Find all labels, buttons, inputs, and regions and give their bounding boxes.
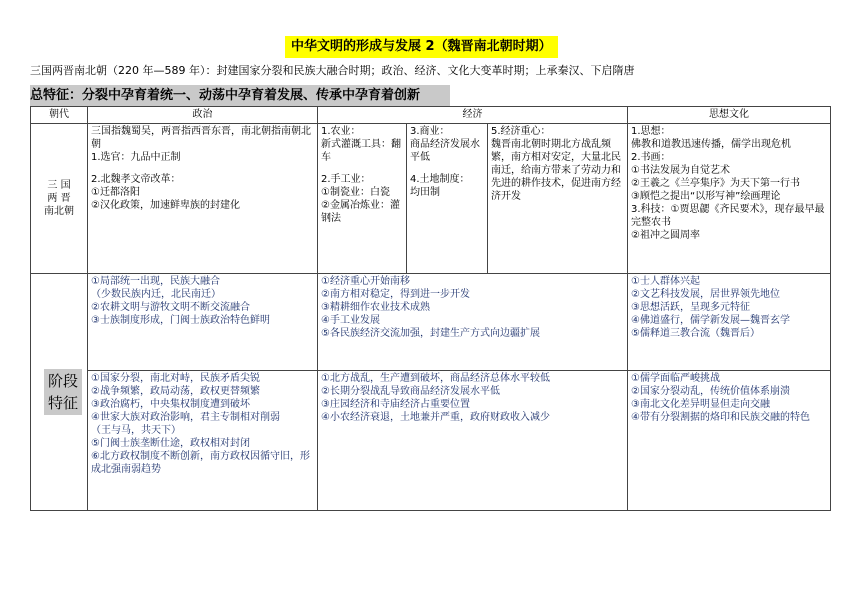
- list-item: ①国家分裂，南北对峙，民族矛盾尖锐: [91, 373, 260, 384]
- era-line: 三 国: [47, 180, 71, 191]
- list-item: ⑤各民族经济交流加强，封建生产方式向边疆扩展: [321, 328, 540, 339]
- list-item: ④世家大族对政治影响，君主专制相对削弱: [91, 412, 280, 423]
- list-item: 1.农业：: [321, 126, 361, 137]
- list-item: ②战争频繁，政局动荡，政权更替频繁: [91, 386, 260, 397]
- list-item: ⑥北方政权制度不断创新，南方政权因循守旧，形成北强南弱趋势: [91, 451, 310, 475]
- list-item: ④手工业发展: [321, 315, 380, 326]
- stage-positive-row: [31, 274, 831, 371]
- header-era: 朝代: [31, 107, 88, 124]
- list-item: ④佛道盛行，儒学新发展—魏晋玄学: [631, 315, 790, 326]
- list-item: 2.手工业：: [321, 174, 371, 185]
- summary-text: 总特征：分裂中孕育着统一、动荡中孕育着发展、传承中孕育着创新: [30, 88, 421, 103]
- stage-positive-economy: [318, 274, 628, 371]
- subtitle: 三国两晋南北朝（220 年—589 年）：封建国家分裂和民族大融合时期；政治、经济、文化大变革时期；上承秦汉、下启隋唐: [30, 64, 635, 77]
- list-item: 3.商业：: [410, 126, 450, 137]
- list-item: ①迁都洛阳: [91, 187, 140, 198]
- list-item: ②汉化政策，加速鲜卑族的封建化: [91, 200, 240, 211]
- list-item: ①书法发展为自觉艺术: [631, 165, 730, 176]
- list-item: （王与马，共天下）: [91, 425, 181, 436]
- page-title: 中华文明的形成与发展 2（魏晋南北朝时期）: [285, 36, 558, 58]
- header-economy: 经济: [318, 107, 628, 124]
- list-item: 2.北魏孝文帝改革：: [91, 174, 181, 185]
- list-item: ①士人群体兴起: [631, 276, 700, 287]
- list-item: ②文艺科技发展，居世界领先地位: [631, 289, 780, 300]
- spacer: [410, 164, 484, 173]
- list-item: ④带有分裂割据的烙印和民族交融的特色: [631, 412, 810, 423]
- era-row: [31, 124, 831, 274]
- list-item: ③庄园经济和寺庙经济占重要位置: [321, 399, 470, 410]
- list-item: ①制瓷业：白瓷: [321, 187, 390, 198]
- list-item: ③士族制度形成，门阀士族政治特色鲜明: [91, 315, 270, 326]
- economy-cell-b: [407, 124, 488, 274]
- list-item: ③顾恺之提出“以形写神”绘画理论: [631, 191, 781, 202]
- list-item: ①北方战乱，生产遭到破坏，商品经济总体水平较低: [321, 373, 550, 384]
- list-item: ②农耕文明与游牧文明不断交流融合: [91, 302, 250, 313]
- culture-cell: [628, 124, 831, 274]
- stage-negative-economy: [318, 371, 628, 511]
- list-item: 三国指魏蜀吴，两晋指西晋东晋，南北朝指南朝北朝: [91, 126, 311, 150]
- list-item: 新式灌溉工具：翻车: [321, 139, 401, 163]
- politics-cell: [88, 124, 318, 274]
- list-item: 1.思想：: [631, 126, 671, 137]
- list-item: ③精耕细作农业技术成熟: [321, 302, 430, 313]
- stage-cell: [31, 274, 88, 511]
- summary-table: [30, 106, 831, 511]
- stage-positive-culture: [628, 274, 831, 371]
- economy-cell-a: [318, 124, 407, 274]
- list-item: ⑤门阀士族垄断仕途，政权相对封闭: [91, 438, 250, 449]
- list-item: ⑤儒释道三教合流（魏晋后）: [631, 328, 760, 339]
- list-item: ③政治腐朽，中央集权制度遭到破坏: [91, 399, 250, 410]
- list-item: ①局部统一出现，民族大融合: [91, 276, 220, 287]
- era-line: 两 晋: [47, 193, 71, 204]
- list-item: ②王羲之《兰亭集序》为天下第一行书: [631, 178, 800, 189]
- list-item: 5.经济重心：: [491, 126, 551, 137]
- stage-label: [44, 369, 82, 415]
- era-cell: [31, 124, 88, 274]
- list-item: 均田制: [410, 187, 440, 198]
- list-item: 1.选官：九品中正制: [91, 152, 181, 163]
- stage-negative-row: [31, 371, 831, 511]
- list-item: ②南方相对稳定，得到进一步开发: [321, 289, 470, 300]
- list-item: ①儒学面临严峻挑战: [631, 373, 720, 384]
- list-item: ③南北文化差异明显但走向交融: [631, 399, 770, 410]
- era-line: 南北朝: [44, 206, 74, 217]
- list-item: ②金属冶炼业：灌钢法: [321, 200, 400, 224]
- list-item: 商品经济发展水平低: [410, 139, 480, 163]
- stage-negative-politics: [88, 371, 318, 511]
- spacer: [321, 164, 403, 173]
- list-item: 2.书画：: [631, 152, 671, 163]
- header-culture: 思想文化: [628, 107, 831, 124]
- list-item: ②祖冲之圆周率: [631, 230, 700, 241]
- list-item: ①经济重心开始南移: [321, 276, 410, 287]
- list-item: 3.科技：①贾思勰《齐民要术》，现存最早最完整农书: [631, 204, 825, 228]
- header-row: [31, 107, 831, 124]
- list-item: ②长期分裂战乱导致商品经济发展水平低: [321, 386, 500, 397]
- spacer: [91, 164, 314, 173]
- header-politics: 政治: [88, 107, 318, 124]
- economy-cell-c: [488, 124, 628, 274]
- stage-label-line: 特征: [48, 394, 79, 412]
- stage-positive-politics: [88, 274, 318, 371]
- stage-negative-culture: [628, 371, 831, 511]
- list-item: 佛教和道教迅速传播，儒学出现危机: [631, 139, 791, 150]
- list-item: ③思想活跃，呈现多元特征: [631, 302, 750, 313]
- list-item: ②国家分裂动乱，传统价值体系崩溃: [631, 386, 790, 397]
- stage-label-line: 阶段: [48, 372, 79, 390]
- list-item: ④小农经济衰退，土地兼并严重，政府财政收入减少: [321, 412, 550, 423]
- list-item: （少数民族内迁，北民南迁）: [91, 289, 221, 300]
- list-item: 魏晋南北朝时期北方战乱频繁，南方相对安定，大量北民南迁，给南方带来了劳动力和先进的耕作技术，促进南方经济开发: [491, 139, 621, 202]
- list-item: 4.土地制度：: [410, 174, 470, 185]
